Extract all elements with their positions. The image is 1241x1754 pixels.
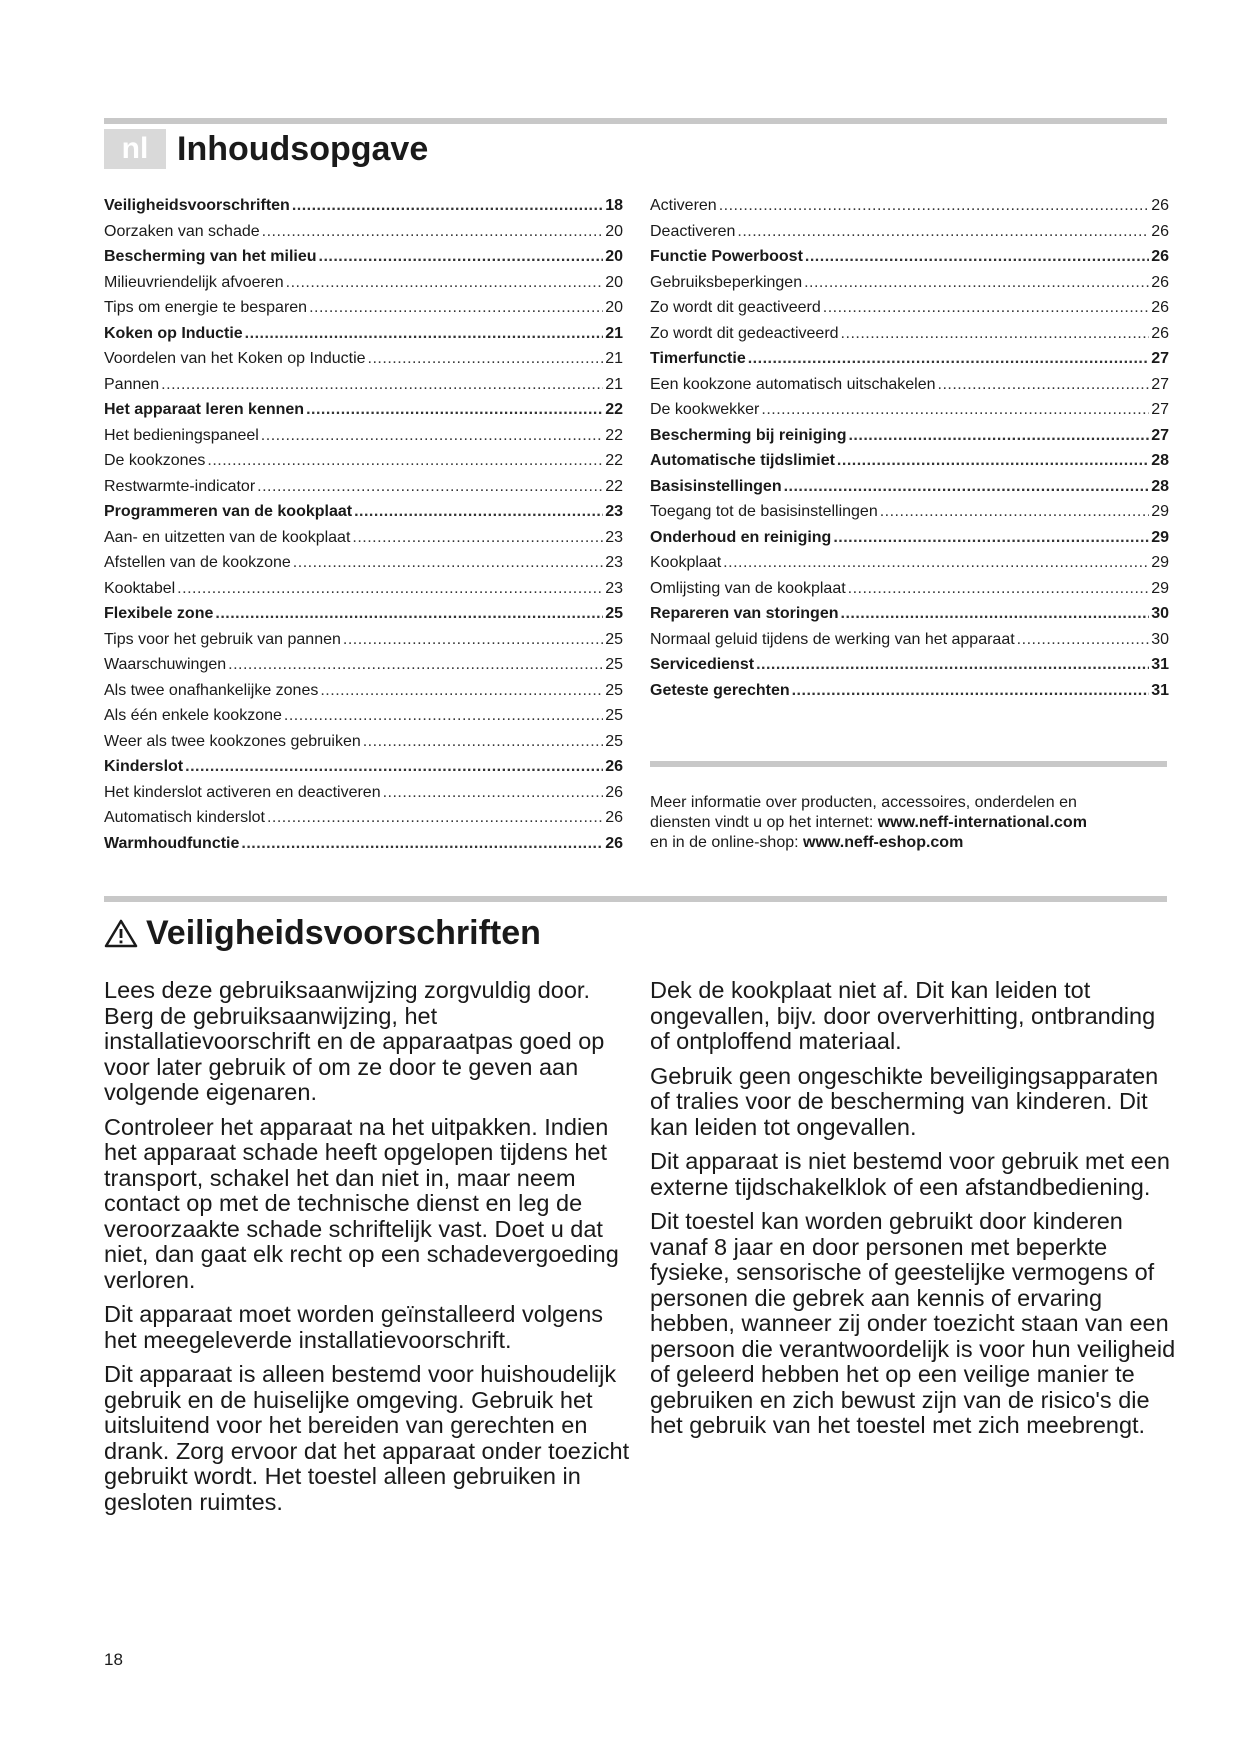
toc-entry[interactable] — [104, 627, 623, 653]
toc-leader-dots — [343, 627, 603, 653]
toc-entry-title: Een kookzone automatisch uitschakelen — [650, 375, 936, 393]
toc-entry-page: 30 — [1151, 605, 1169, 622]
toc-leader-dots — [737, 219, 1149, 245]
eshop-url[interactable]: www.neff-eshop.com — [803, 834, 964, 851]
toc-entry-page: 25 — [605, 707, 623, 724]
toc-entry-page: 25 — [605, 605, 623, 622]
top-rule — [104, 118, 1167, 124]
toc-leader-dots — [177, 576, 603, 602]
toc-leader-dots — [841, 601, 1150, 627]
toc-leader-dots — [292, 193, 603, 219]
page-number: 18 — [104, 1650, 123, 1669]
toc-title: Inhoudsopgave — [177, 130, 429, 168]
safety-paragraph: Lees deze gebruiksaanwijzing zorgvuldig door. Berg de gebruiksaanwijzing, het installatievoorschrift en de apparaatpas goed op voor later gebruik of om ze door te geven aan volgende eigenaren. — [104, 977, 605, 1105]
toc-leader-dots — [267, 805, 603, 831]
toc-entry[interactable] — [104, 321, 623, 347]
toc-leader-dots — [284, 703, 603, 729]
toc-entry-page: 27 — [1151, 375, 1169, 393]
toc-entry-page: 22 — [605, 477, 623, 495]
info-line3-prefix: en in de online-shop: — [650, 834, 803, 851]
safety-paragraph: Gebruik geen ongeschikte beveiligingsapparaten of tralies voor de bescherming van kinderen. Dit kan leiden tot ongevallen. — [650, 1062, 1159, 1140]
toc-leader-dots — [719, 193, 1150, 219]
toc-entry-title: Als één enkele kookzone — [104, 707, 282, 724]
toc-entry-title: Afstellen van de kookzone — [104, 554, 291, 571]
toc-leader-dots — [723, 550, 1149, 576]
toc-entry[interactable] — [104, 295, 623, 321]
toc-entry-title: Servicedienst — [650, 656, 755, 673]
toc-entry-page: 22 — [605, 426, 623, 444]
toc-entry-page: 31 — [1151, 656, 1169, 673]
toc-entry[interactable] — [650, 219, 1169, 245]
toc-leader-dots — [368, 346, 604, 372]
safety-paragraph: Dit apparaat moet worden geïnstalleerd volgens het meegeleverde installatievoorschrift. — [104, 1301, 604, 1353]
toc-entry-page: 25 — [605, 630, 623, 648]
toc-entry-title: Toegang tot de basisinstellingen — [650, 503, 878, 520]
toc-entry-page: 31 — [1151, 681, 1169, 699]
toc-entry-title: Flexibele zone — [104, 605, 214, 622]
toc-entry-title: Zo wordt dit gedeactiveerd — [650, 324, 839, 342]
toc-entry[interactable] — [104, 193, 623, 219]
toc-entry-page: 29 — [1151, 554, 1169, 571]
toc-leader-dots — [241, 831, 603, 857]
toc-entry[interactable] — [650, 499, 1169, 525]
toc-entry[interactable] — [104, 652, 623, 678]
toc-entry[interactable] — [104, 729, 623, 755]
toc-leader-dots — [756, 652, 1149, 678]
toc-leader-dots — [352, 525, 603, 551]
toc-leader-dots — [306, 397, 603, 423]
toc-leader-dots — [320, 678, 603, 704]
international-url[interactable]: www.neff-international.com — [877, 814, 1087, 831]
toc-entry-title: Geteste gerechten — [650, 681, 790, 699]
toc-leader-dots — [823, 295, 1149, 321]
toc-entry-page: 20 — [605, 273, 623, 291]
toc-entry-title: Restwarmte-indicator — [104, 477, 256, 495]
toc-entry-page: 21 — [605, 324, 623, 342]
toc-entry-page: 26 — [1151, 273, 1169, 291]
toc-entry-page: 22 — [605, 452, 623, 469]
toc-entry[interactable] — [650, 652, 1169, 678]
toc-left-column — [104, 193, 623, 856]
toc-entry-page: 23 — [605, 579, 623, 597]
toc-leader-dots — [319, 244, 604, 270]
section-rule — [104, 896, 1167, 902]
toc-entry-page: 27 — [1151, 350, 1169, 367]
toc-entry[interactable] — [104, 346, 623, 372]
toc-entry[interactable] — [104, 831, 623, 857]
toc-entry-title: Het bedieningspaneel — [104, 426, 259, 444]
safety-title-text: Veiligheidsvoorschriften — [146, 914, 541, 952]
toc-entry-title: Functie Powerboost — [650, 248, 803, 265]
toc-leader-dots — [848, 423, 1149, 449]
toc-leader-dots — [805, 244, 1149, 270]
toc-entry-page: 23 — [605, 503, 623, 520]
toc-leader-dots — [215, 601, 603, 627]
toc-entry-title: Onderhoud en reiniging — [650, 528, 832, 546]
toc-entry[interactable] — [104, 423, 623, 449]
toc-entry-title: De kookzones — [104, 452, 206, 469]
toc-entry-title: Warmhoudfunctie — [104, 834, 240, 852]
toc-leader-dots — [245, 321, 604, 347]
toc-leader-dots — [262, 219, 604, 245]
toc-leader-dots — [792, 678, 1150, 704]
toc-entry-page: 23 — [605, 554, 623, 571]
toc-leader-dots — [804, 270, 1149, 296]
toc-entry-page: 25 — [605, 681, 623, 699]
toc-entry-page: 21 — [605, 350, 623, 367]
toc-entry-page: 25 — [605, 732, 623, 750]
toc-leader-dots — [309, 295, 603, 321]
toc-entry-title: Milieuvriendelijk afvoeren — [104, 273, 284, 291]
language-badge: nl — [104, 129, 166, 169]
toc-entry-title: Veiligheidsvoorschriften — [104, 197, 290, 214]
toc-leader-dots — [784, 474, 1150, 500]
toc-entry[interactable] — [104, 805, 623, 831]
toc-leader-dots — [837, 448, 1149, 474]
toc-entry-title: Kooktabel — [104, 579, 176, 597]
toc-entry[interactable] — [650, 601, 1169, 627]
toc-entry[interactable] — [104, 474, 623, 500]
toc-entry[interactable] — [104, 525, 623, 551]
safety-paragraph: Dit toestel kan worden gebruikt door kinderen vanaf 8 jaar en door personen met beperkte fysieke, sensorische of geestelijke vermogens of personen die gebrek aan kennis of ervaring hebben, wanneer zij onder toezicht staan van een persoon die verantwoordelijk is voor hun veiligheid of geleerd hebben het op een veilige manier te gebruiken en zich bewust zijn van de risico's die het gebruik van het toestel met zich meebrengt. — [650, 1208, 1176, 1438]
toc-entry-title: Kinderslot — [104, 758, 184, 775]
toc-entry-page: 26 — [605, 834, 623, 852]
toc-leader-dots — [841, 321, 1150, 347]
toc-leader-dots — [354, 499, 603, 525]
toc-entry-title: Bescherming bij reiniging — [650, 426, 847, 444]
toc-entry[interactable] — [650, 397, 1169, 423]
toc-entry[interactable] — [104, 244, 623, 270]
toc-entry[interactable] — [650, 474, 1169, 500]
toc-entry-title: Tips om energie te besparen — [104, 299, 308, 316]
toc-entry-page: 27 — [1151, 401, 1169, 418]
warning-icon — [104, 918, 138, 948]
toc-leader-dots — [383, 780, 604, 806]
toc-leader-dots — [848, 576, 1150, 602]
toc-entry-title: Voordelen van het Koken op Inductie — [104, 350, 366, 367]
toc-entry-title: Als twee onafhankelijke zones — [104, 681, 319, 699]
safety-right-column — [650, 978, 1180, 1448]
toc-entry-title: Activeren — [650, 197, 717, 214]
toc-entry-page: 26 — [1151, 299, 1169, 316]
toc-entry-page: 30 — [1151, 630, 1169, 648]
toc-entry-title: De kookwekker — [650, 401, 760, 418]
toc-leader-dots — [880, 499, 1149, 525]
toc-leader-dots — [261, 423, 603, 449]
toc-entry[interactable] — [104, 576, 623, 602]
toc-leader-dots — [938, 372, 1150, 398]
safety-title — [104, 910, 541, 956]
toc-entry[interactable] — [104, 601, 623, 627]
toc-entry-page: 26 — [1151, 324, 1169, 342]
toc-entry-page: 28 — [1151, 452, 1169, 469]
toc-entry[interactable] — [650, 270, 1169, 296]
toc-entry-page: 25 — [605, 656, 623, 673]
toc-entry-title: Zo wordt dit geactiveerd — [650, 299, 821, 316]
info-line1: Meer informatie over producten, accessoires, onderdelen en — [650, 794, 1077, 811]
toc-leader-dots — [228, 652, 603, 678]
toc-entry-page: 26 — [1151, 248, 1169, 265]
toc-entry[interactable] — [104, 678, 623, 704]
toc-leader-dots — [257, 474, 603, 500]
toc-entry-title: Weer als twee kookzones gebruiken — [104, 732, 361, 750]
toc-entry-page: 20 — [605, 248, 623, 265]
toc-leader-dots — [293, 550, 603, 576]
toc-entry-title: Programmeren van de kookplaat — [104, 503, 353, 520]
toc-leader-dots — [286, 270, 604, 296]
toc-entry-page: 29 — [1151, 528, 1169, 546]
toc-entry-title: Koken op Inductie — [104, 324, 243, 342]
toc-entry[interactable] — [104, 397, 623, 423]
toc-entry[interactable] — [104, 270, 623, 296]
toc-entry-page: 23 — [605, 528, 623, 546]
toc-entry-title: Automatische tijdslimiet — [650, 452, 835, 469]
toc-entry-page: 26 — [605, 758, 623, 775]
safety-paragraph: Dit apparaat is niet bestemd voor gebruik met een externe tijdschakelklok of een afstandbediening. — [650, 1148, 1170, 1200]
info-text — [650, 793, 1170, 853]
toc-entry-page: 29 — [1151, 579, 1169, 597]
toc-entry[interactable] — [650, 244, 1169, 270]
toc-entry-title: Normaal geluid tijdens de werking van het apparaat — [650, 630, 1015, 648]
toc-entry[interactable] — [650, 346, 1169, 372]
toc-entry-title: Deactiveren — [650, 222, 736, 240]
toc-entry[interactable] — [104, 372, 623, 398]
info-line2-prefix: diensten vindt u op het internet: — [650, 814, 878, 831]
toc-entry-page: 27 — [1151, 426, 1169, 444]
toc-entry-title: Oorzaken van schade — [104, 222, 260, 240]
toc-entry-page: 20 — [605, 222, 623, 240]
toc-entry-title: Aan- en uitzetten van de kookplaat — [104, 528, 351, 546]
toc-entry[interactable] — [650, 423, 1169, 449]
toc-entry-page: 29 — [1151, 503, 1169, 520]
toc-entry-title: Waarschuwingen — [104, 656, 227, 673]
toc-entry-page: 20 — [605, 299, 623, 316]
safety-paragraph: Controleer het apparaat na het uitpakken. Indien het apparaat schade heeft opgelopen tijdens het transport, schakel het dan niet in, maar neem contact op met de technische dienst en leg de veroorzaakte schade schriftelijk vast. Doet u dat niet, dan gaat elk recht op een schadevergoeding verloren. — [104, 1113, 619, 1293]
toc-entry[interactable] — [104, 550, 623, 576]
toc-entry-title: Repareren van storingen — [650, 605, 839, 622]
safety-paragraph: Dit apparaat is alleen bestemd voor huishoudelijk gebruik en de huiselijke omgeving. Gebruik het uitsluitend voor het bereiden van gerechten en drank. Zorg ervoor dat het apparaat onder toezicht gebruikt wordt. Het toestel alleen gebruiken in gesloten ruimtes. — [104, 1361, 630, 1515]
toc-entry[interactable] — [104, 219, 623, 245]
toc-leader-dots — [761, 397, 1149, 423]
toc-entry-title: Tips voor het gebruik van pannen — [104, 630, 341, 648]
toc-leader-dots — [748, 346, 1149, 372]
toc-entry[interactable] — [104, 754, 623, 780]
toc-entry[interactable] — [650, 193, 1169, 219]
toc-entry-page: 26 — [1151, 197, 1169, 214]
toc-entry[interactable] — [104, 448, 623, 474]
toc-entry-page: 21 — [605, 375, 623, 393]
toc-leader-dots — [161, 372, 603, 398]
toc-entry[interactable] — [650, 321, 1169, 347]
toc-entry[interactable] — [650, 550, 1169, 576]
toc-entry[interactable] — [650, 576, 1169, 602]
toc-entry-page: 22 — [605, 401, 623, 418]
toc-entry-page: 26 — [1151, 222, 1169, 240]
toc-entry-title: Het apparaat leren kennen — [104, 401, 305, 418]
toc-entry-title: Bescherming van het milieu — [104, 248, 317, 265]
toc-entry-title: Omlijsting van de kookplaat — [650, 579, 846, 597]
toc-right-column — [650, 193, 1169, 703]
toc-entry-page: 26 — [605, 783, 623, 801]
toc-entry-title: Het kinderslot activeren en deactiveren — [104, 783, 381, 801]
toc-entry-page: 26 — [605, 809, 623, 826]
toc-leader-dots — [185, 754, 603, 780]
toc-entry[interactable] — [650, 295, 1169, 321]
toc-entry[interactable] — [104, 780, 623, 806]
toc-entry-page: 28 — [1151, 477, 1169, 495]
toc-entry[interactable] — [650, 678, 1169, 704]
toc-entry[interactable] — [650, 448, 1169, 474]
info-rule — [650, 761, 1167, 767]
safety-paragraph: Dek de kookplaat niet af. Dit kan leiden tot ongevallen, bijv. door oververhitting, ontbranding of ontploffend materiaal. — [650, 977, 1156, 1054]
toc-entry-title: Timerfunctie — [650, 350, 746, 367]
toc-entry[interactable] — [104, 703, 623, 729]
toc-leader-dots — [833, 525, 1149, 551]
safety-left-column — [104, 978, 634, 1524]
toc-leader-dots — [207, 448, 603, 474]
toc-entry-title: Basisinstellingen — [650, 477, 782, 495]
toc-entry[interactable] — [650, 627, 1169, 653]
toc-entry[interactable] — [650, 372, 1169, 398]
toc-entry-title: Automatisch kinderslot — [104, 809, 265, 826]
toc-leader-dots — [1017, 627, 1150, 653]
toc-entry-title: Pannen — [104, 375, 160, 393]
toc-entry[interactable] — [650, 525, 1169, 551]
toc-entry-title: Kookplaat — [650, 554, 722, 571]
toc-leader-dots — [363, 729, 603, 755]
toc-entry[interactable] — [104, 499, 623, 525]
toc-entry-page: 18 — [605, 197, 623, 214]
toc-entry-title: Gebruiksbeperkingen — [650, 273, 803, 291]
